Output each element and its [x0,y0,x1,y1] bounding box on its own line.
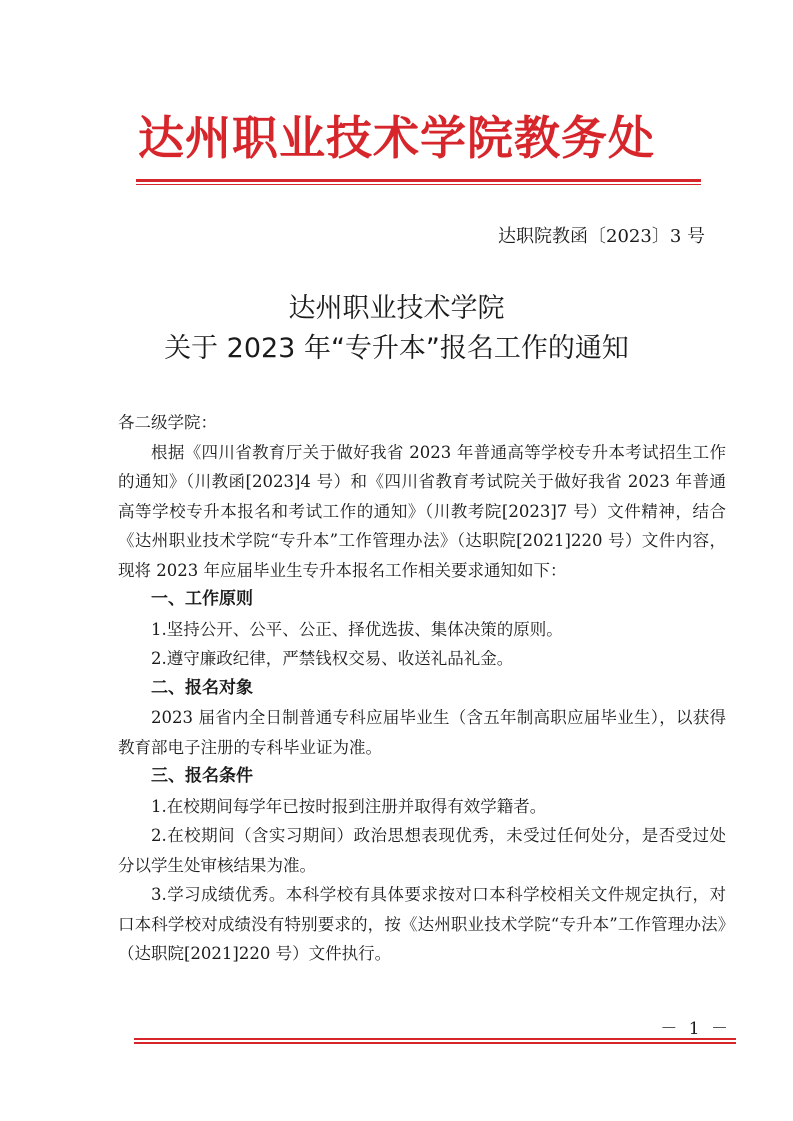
section-paragraph: 2023 届省内全日制普通专科应届毕业生（含五年制高职应届毕业生），以获得教育部电子注册的专科毕业证为准。 [118,708,726,757]
section-paragraph: 1.坚持公开、公平、公正、择优选拔、集体决策的原则。 [151,619,563,639]
org-header: 达州职业技术学院教务处 [138,111,655,165]
document-title-line-1: 达州职业技术学院 [288,293,505,324]
section-paragraph: 1.在校期间每学年已按时报到注册并取得有效学籍者。 [151,796,547,816]
section-heading: 二、报名对象 [151,677,253,698]
section-heading: 三、报名条件 [151,766,253,786]
footer-red-rule [134,1038,736,1044]
section-paragraph: 2.在校期间（含实习期间）政治思想表现优秀，未受过任何处分，是否受过处分以学生处审核结果为准。 [118,826,726,875]
page-number: － 1 － [660,1019,731,1039]
section-paragraph: 3.学习成绩优秀。本科学校有具体要求按对口本科学校相关文件规定执行，对口本科学校对成绩没有特别要求的，按《达州职业技术学院“专升本”工作管理办法》（达职院[2021]220 号）文件执行。 [118,885,726,963]
document-number: 达职院教函〔2023〕3 号 [498,226,705,247]
document-body [118,408,726,969]
section-paragraph: 2.遵守廉政纪律，严禁钱权交易、收送礼品礼金。 [151,649,514,668]
section-heading: 一、工作原则 [151,589,253,609]
header-red-rule [136,179,701,185]
intro-paragraph: 根据《四川省教育厅关于做好我省 2023 年普通高等学校专升本考试招生工作的通知》（川教函[2023]4 号）和《四川省教育考试院关于做好我省 2023 年普通高等学校专升本报名和考试工作的通知》（川教考院[2023]7 号）文件精神，结合《达州职业技术学院“专升本”工作管理办法》（达职院[2021]220 号）文件内容，现将 2023 年应届毕业生专升本报名工作相关要求通知如下： [118,442,726,580]
document-title-line-2: 关于 2023 年“专升本”报名工作的通知 [164,333,629,364]
salutation: 各二级学院： [118,413,217,432]
